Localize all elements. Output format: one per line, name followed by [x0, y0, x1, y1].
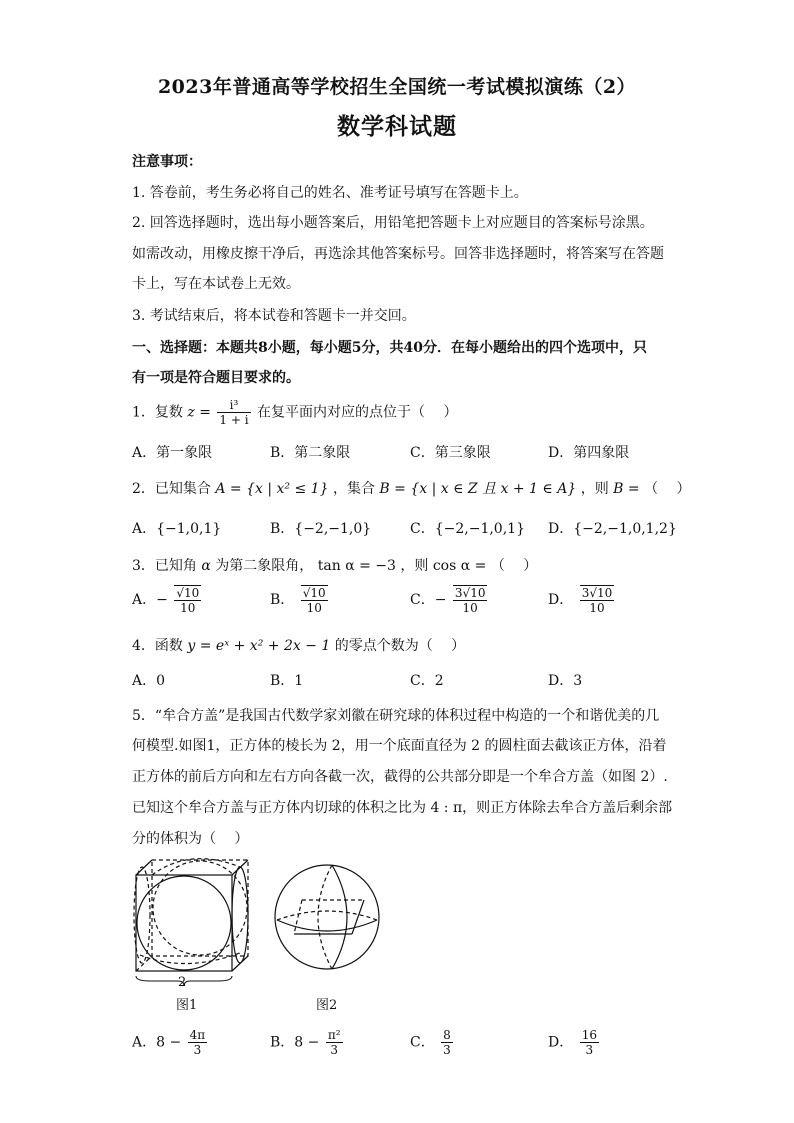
q4-text-2: 的零点个数为（ ）	[334, 638, 466, 654]
q3-paren: （ ）	[490, 558, 538, 574]
q2-option-c: C．{−2,−1,0,1}	[410, 521, 525, 537]
q2-option-d: D．{−2,−1,0,1,2}	[548, 521, 677, 537]
question-3	[132, 555, 672, 575]
q5-option-d: D． $\frac{16}{3}$	[548, 1028, 597, 1057]
question-5: 5．“牟合方盖”是我国古代数学家刘徽在研究球的体积过程中构造的一个和谐优美的几	[132, 708, 660, 724]
q2-text-2: ，集合	[332, 481, 375, 497]
q5-option-c: C． $\frac{8}{3}$	[410, 1028, 451, 1057]
q3-text: 3．已知角	[132, 558, 197, 574]
q1-fraction	[217, 398, 250, 427]
question-5-line-5: 分的体积为（ ）	[132, 831, 249, 847]
exam-title: 2023年普通高等学校招生全国统一考试模拟演练（2）	[157, 76, 637, 98]
q1-option-b: B．第二象限	[270, 445, 351, 461]
q2-text: 2．已知集合	[132, 481, 211, 497]
question-1	[132, 398, 672, 427]
q4-option-c: C．2	[410, 673, 444, 689]
q3-text-2: 为第二象限角，	[215, 558, 314, 574]
q1-denominator: 1 + i	[219, 413, 249, 427]
q4-function: y = eˣ + x² + 2x − 1	[187, 638, 331, 654]
q1-z: z =	[187, 404, 211, 421]
question-4	[132, 635, 672, 655]
section-heading-cont: 有一项是符合题目要求的。	[132, 370, 300, 386]
q4-option-a: A．0	[132, 673, 166, 689]
q3-option-c: C．− $\frac{3√10}{10}$	[410, 586, 486, 615]
q2-target: B =	[613, 481, 640, 497]
q4-option-b: B．1	[270, 673, 304, 689]
q3-option-d: D． $\frac{3√10}{10}$	[548, 586, 613, 615]
exam-subtitle: 数学科试题	[337, 113, 457, 140]
q4-text: 4．函数	[132, 638, 183, 654]
q5-option-b: B．8 − $\frac{\text{π²}}{3}$	[270, 1028, 341, 1057]
figure-1-label: 图1	[176, 998, 198, 1013]
q1-suffix: 在复平面内对应的点位于（ ）	[257, 404, 458, 421]
q5-option-a: A．8 − $\frac{4\pi}{3}$	[132, 1028, 206, 1057]
q3-option-a: A．− $\frac{√10}{10}$	[132, 586, 200, 615]
question-5-line-2: 何模型.如图1，正方体的棱长为 2，用一个底面直径为 2 的圆柱面去截该正方体，沿着	[132, 738, 667, 754]
notice-item-2-cont: 如需改动，用橡皮擦干净后，再选涂其他答案标号。回答非选择题时，将答案写在答题	[132, 246, 664, 262]
q1-prefix: 1．复数	[132, 404, 183, 421]
q3-tan: tan α = −3	[317, 558, 396, 574]
q1-option-c: C．第三象限	[410, 445, 491, 461]
notice-item-1: 1. 答卷前，考生务必将自己的姓名、准考证号填写在答题卡上。	[132, 185, 528, 201]
q2-text-3: ，则	[580, 481, 609, 497]
notice-item-2-end: 卡上，写在本试卷上无效。	[132, 276, 300, 292]
question-5-line-3: 正方体的前后方向和左右方向各截一次，截得的公共部分即是一个牟合方盖（如图 2）.	[132, 769, 668, 785]
notice-heading: 注意事项：	[132, 154, 202, 170]
q2-paren: （ ）	[644, 481, 691, 497]
notice-item-3: 3. 考试结束后，将本试卷和答题卡一并交回。	[132, 308, 416, 324]
section-heading: 一、选择题：本题共8小题，每小题5分，共40分．在每小题给出的四个选项中，只	[132, 340, 647, 356]
q2-set-a: A = {x | x² ≤ 1}	[215, 481, 329, 497]
notice-item-2: 2. 回答选择题时，选出每小题答案后，用铅笔把答题卡上对应题目的答案标号涂黑。	[132, 215, 654, 231]
q3-text-3: ，则	[400, 558, 429, 574]
q2-option-b: B．{−2,−1,0}	[270, 521, 372, 537]
q2-set-b: B = {x | x ∈ Z 且 x + 1 ∈ A}	[379, 481, 577, 497]
q3-alpha: α	[201, 558, 211, 574]
q4-option-d: D．3	[548, 673, 583, 689]
q3-option-b: B． $\frac{√10}{10}$	[270, 586, 326, 615]
figure-1-dimension: 2	[178, 975, 187, 990]
figure-2-label: 图2	[316, 998, 338, 1013]
question-2	[132, 478, 691, 498]
q2-option-a: A．{−1,0,1}	[132, 521, 222, 537]
q1-option-a: A．第一象限	[132, 445, 213, 461]
question-5-line-4: 已知这个牟合方盖与正方体内切球的体积之比为 4 : π，则正方体除去牟合方盖后剩余部	[132, 800, 673, 816]
figure-1-cube-diagram	[130, 855, 255, 990]
q1-numerator: i³	[217, 398, 250, 413]
q1-option-d: D．第四象限	[548, 445, 630, 461]
q3-cos: cos α =	[432, 558, 487, 574]
figure-2-sphere-diagram	[272, 862, 382, 972]
